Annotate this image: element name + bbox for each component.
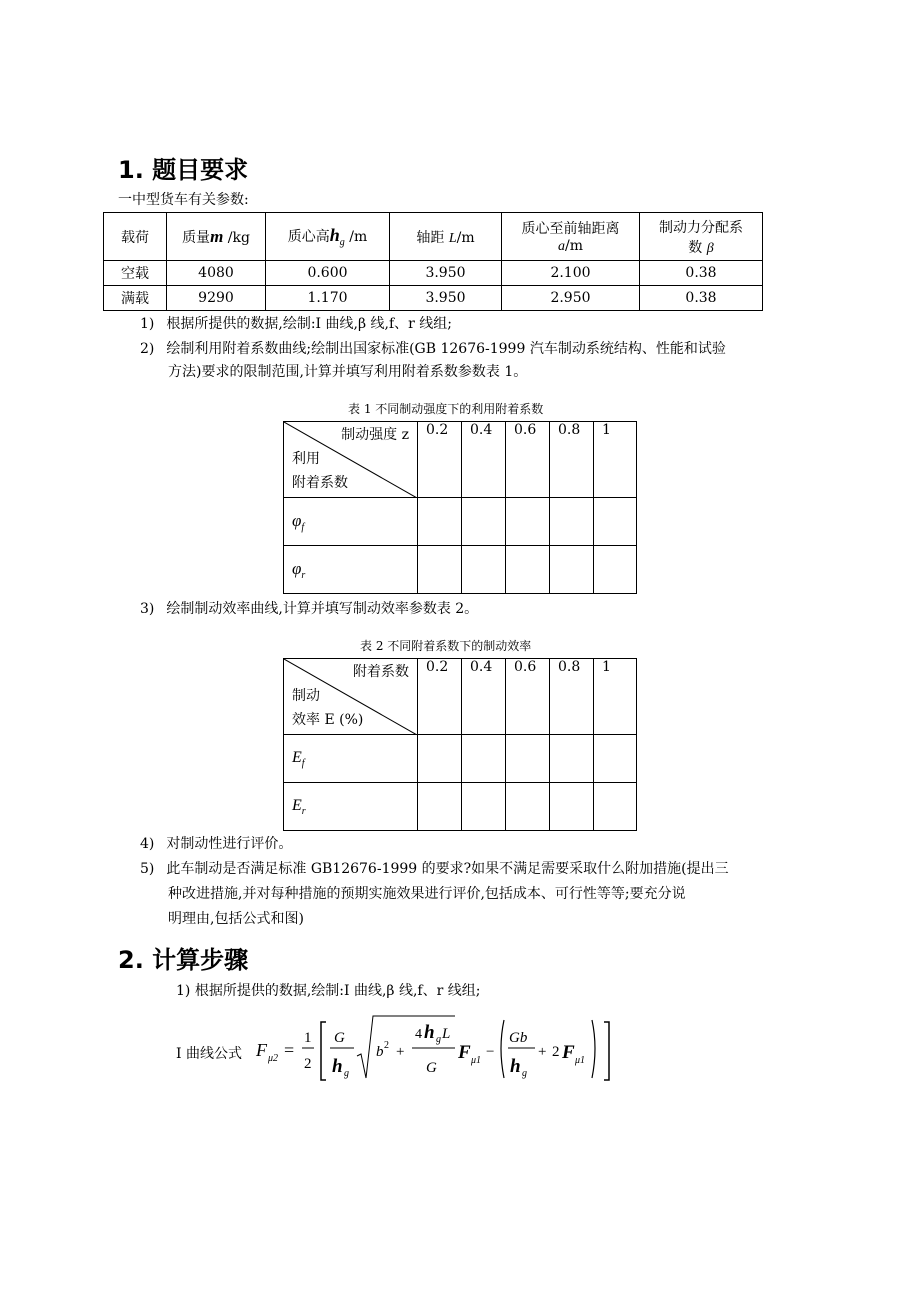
corner-left-label-2: 附着系数	[292, 475, 348, 491]
svg-text:1: 1	[304, 1030, 312, 1046]
column-header: 0.2	[418, 659, 462, 735]
cell: 1.170	[266, 286, 390, 311]
table-1-corner	[284, 422, 418, 498]
svg-text:μ1: μ1	[575, 1055, 586, 1066]
header-load: 载荷	[104, 213, 167, 261]
svg-text:−: −	[486, 1044, 495, 1060]
svg-text:2: 2	[384, 1040, 389, 1051]
table-row	[284, 783, 637, 831]
cell: 9290	[167, 286, 266, 311]
svg-text:2: 2	[304, 1056, 312, 1072]
formula-label: I 曲线公式	[176, 1046, 242, 1062]
cell: 2.100	[502, 261, 640, 286]
cell: 0.38	[640, 286, 763, 311]
svg-text:F: F	[256, 1040, 267, 1060]
item-2: 2) 绘制利用附着系数曲线;绘制出国家标准(GB 12676-1999 汽车制动系统结构、性能和试验	[140, 341, 726, 357]
header-mass: 质量m /kg	[167, 213, 266, 261]
header-wheelbase: 轴距 L/m	[390, 213, 502, 261]
svg-text:g: g	[344, 1068, 349, 1079]
row-label-phi-r: $\varphi_r$	[284, 546, 418, 594]
corner-left-label-1: 利用	[292, 451, 320, 467]
column-header: 0.8	[550, 422, 594, 498]
corner-top-label: 附着系数	[353, 664, 409, 680]
svg-text:μ2: μ2	[268, 1053, 279, 1064]
section-2-title: 2. 计算步骤	[118, 946, 249, 974]
cell: 0.38	[640, 261, 763, 286]
intro-text: 一中型货车有关参数:	[118, 192, 249, 208]
svg-text:h: h	[510, 1056, 521, 1077]
section-1-title: 1. 题目要求	[118, 156, 249, 184]
svg-text:F: F	[562, 1042, 575, 1063]
params-row-full	[104, 286, 763, 311]
item-1: 1) 根据所提供的数据,绘制:I 曲线,β 线,f、r 线组;	[140, 316, 453, 332]
svg-text:F: F	[458, 1042, 471, 1063]
params-header-row	[104, 213, 763, 261]
table-row	[284, 735, 637, 783]
table-2-caption: 表 2 不同附着系数下的制动效率	[360, 639, 532, 653]
svg-text:L: L	[442, 1026, 451, 1042]
params-table	[103, 212, 763, 311]
cell: 3.950	[390, 261, 502, 286]
row-label-phi-f: $\varphi_f$	[284, 498, 418, 546]
step-1: 1) 根据所提供的数据,绘制:I 曲线,β 线,f、r 线组;	[176, 983, 481, 999]
svg-text:+: +	[538, 1044, 547, 1060]
cell: 4080	[167, 261, 266, 286]
column-header: 0.8	[550, 659, 594, 735]
column-header: 0.6	[506, 659, 550, 735]
item-5-cont-2: 明理由,包括公式和图)	[168, 911, 304, 927]
row-label-e-r: $E_r$	[284, 783, 418, 831]
column-header: 0.6	[506, 422, 550, 498]
item-2-cont: 方法)要求的限制范围,计算并填写利用附着系数参数表 1。	[168, 364, 528, 380]
header-brake-ratio: 制动力分配系 数 β	[640, 213, 763, 261]
svg-text:g: g	[522, 1068, 527, 1079]
table-row	[284, 546, 637, 594]
svg-text:G: G	[426, 1060, 437, 1076]
svg-text:μ1: μ1	[471, 1055, 482, 1066]
item-3: 3) 绘制制动效率曲线,计算并填写制动效率参数表 2。	[140, 601, 479, 617]
column-header: 0.2	[418, 422, 462, 498]
svg-text:G: G	[334, 1030, 345, 1046]
column-header: 1	[594, 422, 637, 498]
cell: 0.600	[266, 261, 390, 286]
cell: 3.950	[390, 286, 502, 311]
item-4: 4) 对制动性进行评价。	[140, 836, 293, 852]
column-header: 0.4	[462, 659, 506, 735]
svg-text:g: g	[436, 1034, 441, 1045]
cell: 满载	[104, 286, 167, 311]
svg-text:2: 2	[552, 1044, 560, 1060]
svg-text:h: h	[332, 1056, 343, 1077]
table-1-caption: 表 1 不同制动强度下的利用附着系数	[348, 402, 544, 416]
svg-text:+: +	[396, 1044, 405, 1060]
column-header: 1	[594, 659, 637, 735]
params-row-empty	[104, 261, 763, 286]
header-cg-height: 质心高$h_g$ /m	[266, 213, 390, 261]
table-1	[283, 421, 637, 594]
svg-text:Gb: Gb	[509, 1030, 528, 1046]
svg-text:4: 4	[415, 1027, 422, 1042]
table-2	[283, 658, 637, 831]
row-label-e-f: $E_f$	[284, 735, 418, 783]
svg-text:b: b	[376, 1044, 384, 1060]
column-header: 0.4	[462, 422, 506, 498]
item-5-cont-1: 种改进措施,并对每种措施的预期实施效果进行评价,包括成本、可行性等等;要充分说	[168, 886, 686, 902]
table-2-corner	[284, 659, 418, 735]
svg-text:=: =	[284, 1040, 295, 1060]
table-row	[284, 498, 637, 546]
item-5: 5) 此车制动是否满足标准 GB12676-1999 的要求?如果不满足需要采取什么附加措施(提出三	[140, 861, 729, 877]
i-curve-formula	[250, 1010, 630, 1090]
corner-top-label: 制动强度 z	[341, 427, 409, 443]
corner-left-label-1: 制动	[292, 688, 320, 704]
cell: 空载	[104, 261, 167, 286]
svg-text:h: h	[424, 1022, 435, 1043]
cell: 2.950	[502, 286, 640, 311]
corner-left-label-2: 效率 E (%)	[292, 712, 364, 728]
header-cg-front: 质心至前轴距离 a/m	[502, 213, 640, 261]
